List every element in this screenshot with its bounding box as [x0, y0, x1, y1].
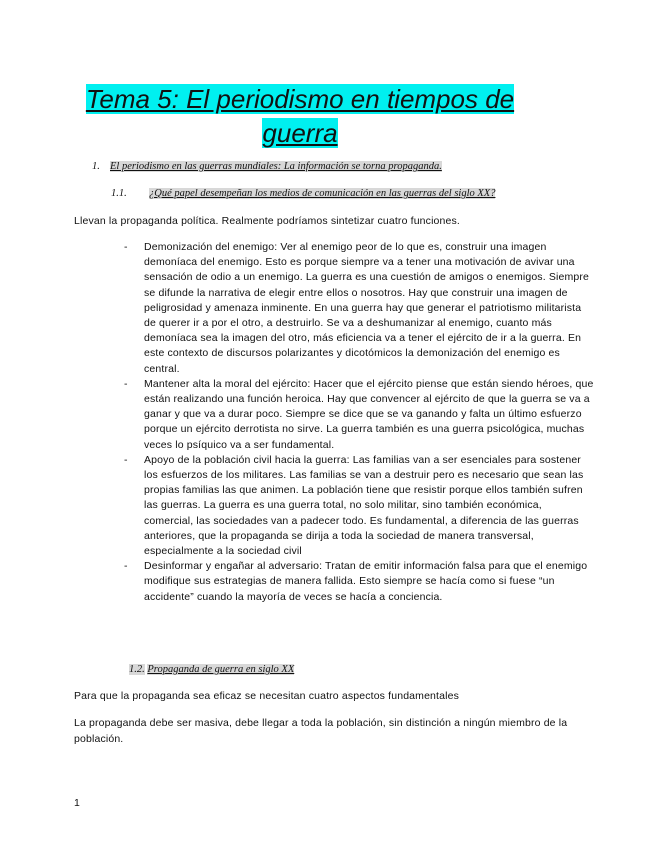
section-number: 1. [92, 161, 100, 172]
body-paragraph: Para que la propaganda sea eficaz se necesitan cuatro aspectos fundamentales [74, 690, 459, 702]
subsection-heading-1-2 [129, 664, 529, 675]
subsection-number: 1.1. [111, 188, 127, 199]
list-item [124, 453, 594, 559]
page-title-text: Tema 5: El periodismo en tiempos de guerra [85, 84, 515, 148]
section-heading-text: El periodismo en las guerras mundiales: La información se torna propaganda. [110, 161, 442, 172]
list-item-text: Apoyo de la población civil hacia la guerra: Las familias van a ser esenciales para sostener los esfuerzos de los militares. Las familias se van a destruir pero es necesario que sean las propias familias las que animen. La población tiene que resistir porque ellos también sufren las guerras. La guerra es una guerra total, no solo militar, sino también económica, comercial, las sociedades van a padecer todo. Es fundamental, a diferencia de las guerras anteriores, que la propaganda se dirija a toda la sociedad de manera transversal, especialmente a la sociedad civil [144, 453, 584, 558]
list-item [124, 377, 594, 453]
subsection-heading-text: ¿Qué papel desempeñan los medios de comunicación en las guerras del siglo XX? [149, 188, 496, 199]
body-paragraph: La propaganda debe ser masiva, debe llegar a toda la población, sin distinción a ningún miembro de la población. [74, 717, 568, 745]
page-number: 1 [74, 797, 80, 809]
bullet-marker: - [124, 377, 128, 390]
list-item-text: Mantener alta la moral del ejército: Hacer que el ejército piense que están siendo héroes, que están realizando una función heroica. Hay que convencer al ejército de que la guerra se va a ganar y que va a durar poco. Siempre se dice que se va ganando y falta un último esfuerzo porque un ejército derrotista no sirve. La guerra también es una guerra psicológica, muchas veces lo psíquico va a ser fundamental. [144, 377, 594, 451]
list-item-text: Demonización del enemigo: Ver al enemigo peor de lo que es, construir una imagen demoníaca del enemigo. Esto es porque siempre va a tener una motivación de avivar una sensación de odio a un enemigo. La guerra es una cuestión de amigos o enemigos. Siempre se difunde la narrativa de elegir entre ellos o nosotros. Hay que construir una imagen de peligrosidad y amenaza inminente. En una guerra hay que generar el patriotismo militarista de querer ir a por el otro, a destruirlo. Se va a deshumanizar al enemigo, cuanto más demoníaca sea la imagen del otro, más eficiencia va a tener el ejército de ir a la guerra. En este contexto de discursos polarizantes y dicotómicos la demonización del enemigo es central. [144, 241, 589, 375]
list-item-text: Desinformar y engañar al adversario: Tratan de emitir información falsa para que el enemigo modifique sus estrategias de manera fallida. Esto siempre se hacía como si fuese “un accidente” cuando la mayoría de veces se hacía a conciencia. [144, 560, 588, 603]
intro-paragraph: Llevan la propaganda política. Realmente podríamos sintetizar cuatro funciones. [74, 215, 460, 227]
list-item [124, 240, 594, 377]
subsection-heading-1-1 [111, 188, 611, 199]
functions-list [124, 240, 594, 605]
bullet-marker: - [124, 241, 128, 253]
subsection-heading-text: Propaganda de guerra en siglo XX [147, 664, 295, 675]
subsection-number: 1.2. [129, 664, 145, 675]
list-item [124, 559, 594, 605]
section-heading-1 [92, 161, 592, 172]
bullet-marker: - [124, 453, 128, 466]
page-title [60, 82, 540, 150]
bullet-marker: - [124, 560, 128, 573]
